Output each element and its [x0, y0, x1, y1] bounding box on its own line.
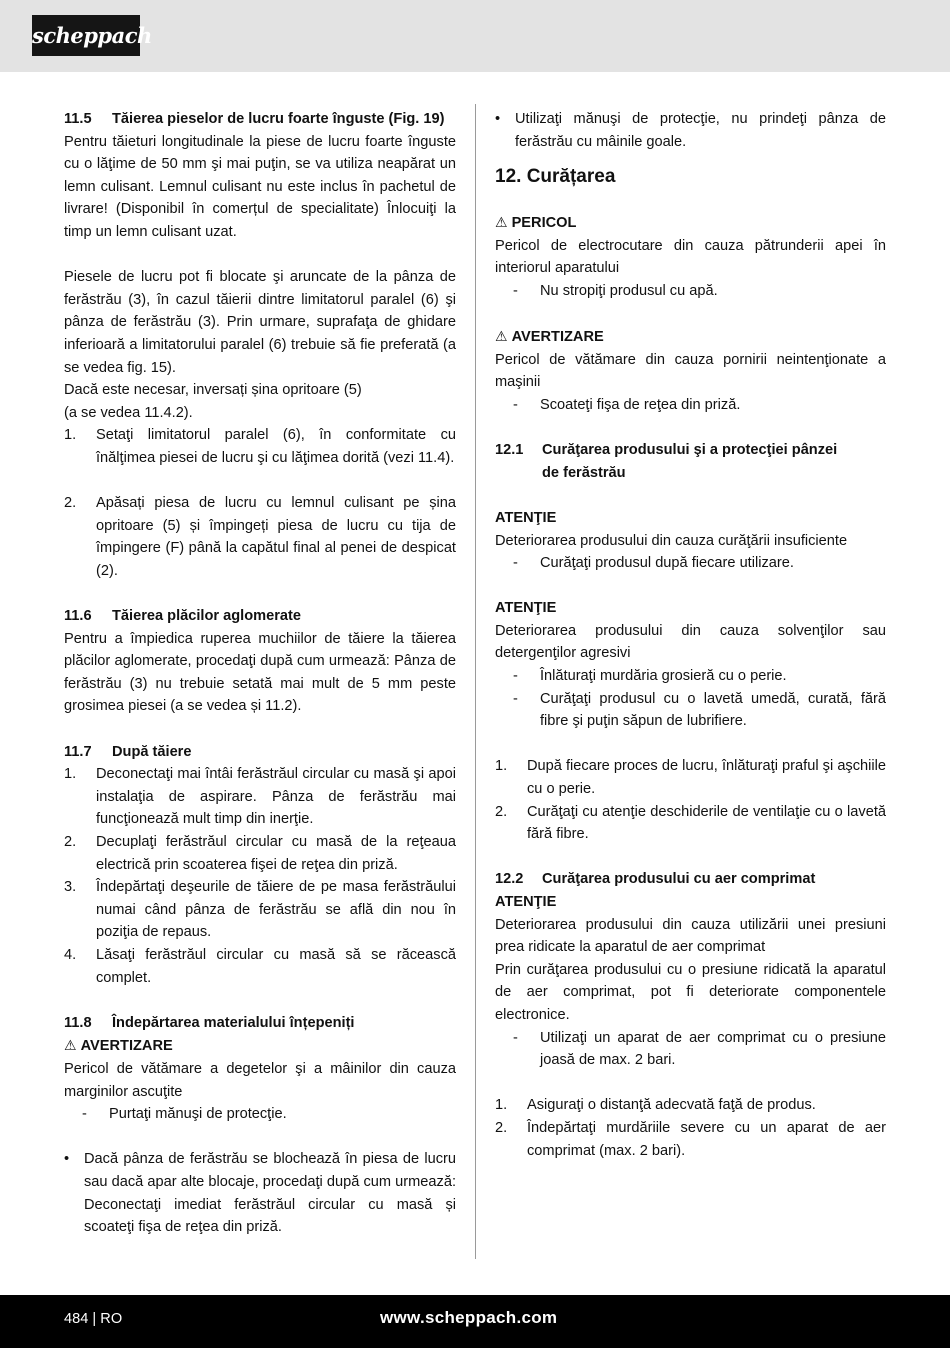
- logo-text: scheppach: [32, 23, 152, 48]
- heading-title: Îndepărtarea materialului înțepeniți: [112, 1014, 355, 1031]
- item-number: 1.: [495, 758, 508, 775]
- bullet-item: [495, 108, 886, 153]
- right-column: [495, 108, 886, 1162]
- paragraph: Pericol de vătămare din cauza pornirii neintenţionate a maşinii: [495, 351, 886, 391]
- item-number: 2.: [495, 803, 508, 820]
- item-number: 3.: [64, 879, 77, 896]
- item-text: Curăţaţi cu atenţie deschiderile de ventilaţie cu o lavetă fără fibre.: [527, 803, 886, 843]
- numbered-item: [495, 1094, 886, 1117]
- heading-number: 11.5: [64, 111, 92, 127]
- item-number: 1.: [495, 1097, 508, 1114]
- warning-label-text: AVERTIZARE: [80, 1038, 173, 1055]
- item-text: După fiecare proces de lucru, înlăturaţi praful şi aşchiile cu o perie.: [527, 758, 886, 798]
- heading-number: 11.6: [64, 608, 92, 625]
- footer-bar: [0, 1295, 950, 1348]
- heading-number: 12.1: [495, 442, 524, 459]
- item-text: Utilizaţi un aparat de aer comprimat cu o presiune joasă de max. 2 bari.: [540, 1029, 886, 1069]
- item-text: Înlăturaţi murdăria grosieră cu o perie.: [540, 668, 787, 685]
- warning-label-text: AVERTIZARE: [511, 329, 604, 346]
- dash-item: [495, 665, 886, 688]
- item-text: Decuplaţi ferăstrăul circular cu masă de la reţeaua electrică prin scoaterea fişei de reţea din priză.: [96, 834, 456, 873]
- column-divider: [475, 104, 476, 1259]
- numbered-item: [495, 755, 886, 800]
- heading-11-8: [64, 1012, 456, 1035]
- dash-icon: -: [513, 396, 518, 413]
- numbered-item: [64, 492, 456, 582]
- paragraph: Deteriorarea produsului din cauza solvenţilor sau detergenţilor agresivi: [495, 622, 886, 662]
- dash-icon: -: [513, 1029, 518, 1046]
- heading-number: 12.2: [495, 871, 524, 888]
- heading-title: Tăierea plăcilor aglomerate: [112, 608, 301, 625]
- item-number: 4.: [64, 946, 77, 963]
- item-number: 2.: [495, 1119, 508, 1136]
- page-number-value: 484: [64, 1311, 89, 1327]
- paragraph: Pentru a împiedica ruperea muchiilor de tăiere la tăierea plăcilor aglomerate, procedaţi după cum urmează: Pânza de ferăstrău (3) nu trebuie setată mai mult de 5 mm peste grosimea piesei (a se vedea și 11.2).: [64, 630, 456, 715]
- warning-label: [64, 1034, 456, 1058]
- item-text: Asiguraţi o distanţă adecvată faţă de produs.: [527, 1097, 816, 1114]
- heading-title: Curăţarea produsului cu aer comprimat: [542, 871, 816, 888]
- paragraph: Pericol de electrocutare din cauza pătrunderii apei în interiorul aparatului: [495, 237, 886, 277]
- heading-number: 11.7: [64, 743, 92, 760]
- paragraph: Pericol de vătămare a degetelor şi a mâinilor din cauza marginilor ascuţite: [64, 1060, 456, 1100]
- item-number: 2.: [64, 495, 77, 512]
- heading-11-7: [64, 741, 456, 764]
- item-text: Lăsaţi ferăstrăul circular cu masă să se răcească complet.: [96, 946, 456, 986]
- item-text: Setaţi limitatorul paralel (6), în conformitate cu înălţimea piesei de lucru şi cu lăţimea dorită (vezi 11.4).: [96, 427, 456, 466]
- header-bar: [0, 0, 950, 72]
- numbered-item: [64, 944, 456, 989]
- dash-icon: -: [513, 668, 518, 685]
- item-text: Nu stropiţi produsul cu apă.: [540, 282, 718, 299]
- heading-title: După tăiere: [112, 743, 192, 760]
- heading-title: [542, 439, 837, 484]
- danger-label-text: PERICOL: [511, 215, 577, 232]
- danger-label: [495, 211, 886, 235]
- warning-triangle-icon: ⚠: [495, 214, 508, 231]
- dash-item: [64, 1103, 456, 1126]
- item-text: Îndepărtaţi murdăriile severe cu un aparat de aer comprimat (max. 2 bari).: [527, 1119, 886, 1159]
- dash-icon: -: [513, 555, 518, 572]
- heading-title: Tăierea pieselor de lucru foarte înguste (Fig. 19): [112, 111, 445, 127]
- bullet-icon: •: [495, 111, 501, 127]
- numbered-item: [64, 763, 456, 831]
- numbered-item: [64, 424, 456, 469]
- item-text: Purtaţi mănuşi de protecţie.: [109, 1106, 287, 1123]
- website-link[interactable]: www.scheppach.com: [380, 1308, 558, 1327]
- item-text: Utilizaţi mănuşi de protecţie, nu prindeţi pânza de ferăstrău cu mâinile goale.: [515, 111, 886, 150]
- item-number: 1.: [64, 766, 77, 783]
- item-text: Scoateţi fişa de reţea din priză.: [540, 396, 741, 413]
- heading-12-1: [495, 439, 886, 484]
- heading-title-line: Curăţarea produsului şi a protecţiei pânzei: [542, 442, 838, 459]
- item-text: Îndepărtaţi deşeurile de tăiere de pe masa ferăstrăului numai când pânza de ferăstrău se află din nou în poziţia de repaus.: [96, 879, 456, 941]
- separator: |: [92, 1311, 97, 1327]
- numbered-item: [64, 831, 456, 876]
- numbered-item: [64, 876, 456, 944]
- heading-12: 12. Curățarea: [495, 166, 616, 188]
- warning-label: [495, 325, 886, 349]
- attention-label: ATENŢIE: [495, 600, 557, 617]
- dash-icon: -: [513, 690, 518, 707]
- attention-label: ATENŢIE: [495, 509, 557, 526]
- paragraph: Deteriorarea produsului din cauza utilizării unei presiuni prea ridicate la aparatul de aer comprimat: [495, 916, 886, 956]
- warning-triangle-icon: ⚠: [495, 328, 508, 345]
- item-text: Curăţaţi produsul cu o lavetă umedă, curată, fără fibre şi puţin săpun de lubrifiere.: [540, 690, 886, 730]
- dash-icon: -: [513, 282, 518, 299]
- paragraph: Pentru tăieturi longitudinale la piese de lucru foarte înguste cu o lăţime de 50 mm şi mai puţin, se va utiliza neapărat un lemn culisant. Lemnul culisant nu este inclus în pachetul de livrare! (Disponibil în comerțul de specialitate) Înlocuiţi la timp un lemn culisant uzat.: [64, 133, 456, 240]
- item-number: 1.: [64, 427, 77, 444]
- paragraph: Deteriorarea produsului din cauza curăţării insuficiente: [495, 532, 848, 549]
- bullet-icon: •: [64, 1151, 70, 1168]
- dash-item: [495, 552, 886, 575]
- item-text: Apăsați piesa de lucru cu lemnul culisant pe șina opritoare (5) și împingeți piesa de lucru cu tija de împingere (F) până la capătul final al penei de despicat (2).: [96, 495, 456, 579]
- scheppach-logo: [32, 15, 152, 56]
- numbered-item: [495, 1117, 886, 1162]
- heading-number: 11.8: [64, 1014, 92, 1031]
- dash-icon: -: [82, 1106, 87, 1123]
- numbered-item: [495, 801, 886, 846]
- heading-title-line: de ferăstrău: [542, 464, 626, 481]
- dash-item: [495, 280, 886, 303]
- heading-12-2: [495, 868, 886, 891]
- attention-label: ATENŢIE: [495, 894, 557, 910]
- heading-11-5: [64, 108, 456, 131]
- language-code: RO: [100, 1311, 123, 1327]
- dash-item: [495, 688, 886, 733]
- item-number: 2.: [64, 834, 77, 850]
- dash-item: [495, 1027, 886, 1072]
- page-number: [64, 1311, 122, 1327]
- paragraph: Dacă este necesar, inversați șina opritoare (5): [64, 382, 362, 399]
- dash-item: [495, 394, 886, 417]
- bullet-item: [64, 1148, 456, 1238]
- item-text: Deconectaţi mai întâi ferăstrăul circular cu masă şi apoi instalaţia de aspirare. Pânza de ferăstrău mai funcţionează mult timp din inerţie.: [96, 766, 456, 828]
- heading-11-6: [64, 605, 456, 628]
- warning-triangle-icon: ⚠: [64, 1037, 77, 1054]
- item-text: Dacă pânza de ferăstrău se blochează în piesa de lucru sau dacă apar alte blocaje, procedaţi după cum urmează: Deconectaţi imediat ferăstrăul circular cu masă și scoateţi fişa de reţea din priză.: [84, 1151, 456, 1236]
- paragraph: Prin curăţarea produsului cu o presiune ridicată la aparatul de aer comprimat, pot fi deteriorate componentele electronice.: [495, 961, 886, 1023]
- item-text: Curăţaţi produsul după fiecare utilizare.: [540, 555, 794, 572]
- left-column: [64, 108, 456, 1239]
- paragraph: (a se vedea 11.4.2).: [64, 404, 193, 421]
- paragraph: Piesele de lucru pot fi blocate şi aruncate de la pânza de ferăstrău (3), în cazul tăierii dintre limitatorul paralel (6) şi pânza de ferăstrău (3). Prin urmare, suprafaţa de ghidare inferioară a limitatorului paralel (6) trebuie să fie preferată (a se vedea fig. 15).: [64, 269, 456, 376]
